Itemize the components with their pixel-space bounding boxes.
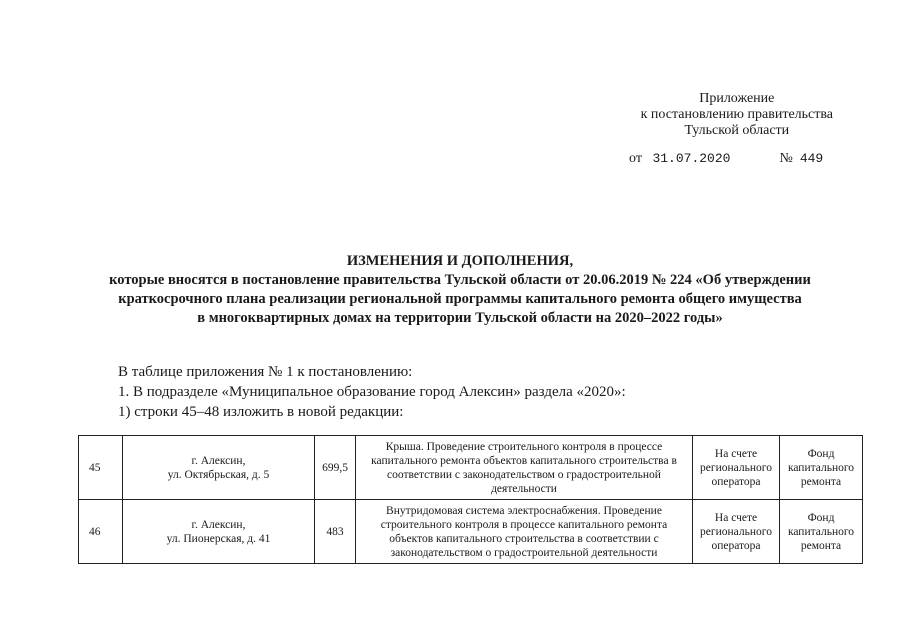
- area-cell: 483: [315, 500, 356, 564]
- intro-paragraph: 1) строки 45–48 изложить в новой редакции:: [118, 404, 404, 420]
- document-title: [60, 252, 860, 328]
- address-city: г. Алексин,: [191, 518, 246, 531]
- address-cell: [123, 436, 315, 500]
- account-cell: На счете регионального оператора: [693, 500, 780, 564]
- appendix-line: к постановлению правительства: [640, 107, 833, 122]
- intro-text: [118, 362, 626, 422]
- appendix-line: Тульской области: [684, 123, 790, 138]
- document-date-number: [629, 151, 823, 167]
- number-label: №: [779, 151, 793, 166]
- account-cell: На счете регионального оператора: [693, 436, 780, 500]
- appendix-title: Приложение: [699, 91, 775, 106]
- title-line: ИЗМЕНЕНИЯ И ДОПОЛНЕНИЯ,: [346, 253, 574, 269]
- fund-cell: Фонд капитального ремонта: [780, 436, 863, 500]
- intro-paragraph: 1. В подразделе «Муниципальное образование город Алексин» раздела «2020»:: [118, 384, 626, 400]
- title-line: в многоквартирных домах на территории Тульской области на 2020–2022 годы»: [197, 310, 723, 326]
- changes-table: [78, 435, 863, 564]
- address-street: ул. Октябрьская, д. 5: [167, 468, 270, 481]
- title-line: которые вносятся в постановление правительства Тульской области от 20.06.2019 № 224 «Об утверждении: [109, 272, 811, 288]
- work-cell: Крыша. Проведение строительного контроля в процессе капитального ремонта объектов капитального строительства в соответствии с законодательством о градостроительной деятельности: [356, 436, 693, 500]
- appendix-header: [641, 91, 833, 139]
- row-number: 46: [79, 500, 123, 564]
- area-cell: 699,5: [315, 436, 356, 500]
- address-city: г. Алексин,: [191, 454, 246, 467]
- from-label: от: [629, 151, 642, 166]
- document-number: 449: [799, 151, 824, 166]
- document-date: 31.07.2020: [652, 151, 731, 166]
- intro-paragraph: В таблице приложения № 1 к постановлению:: [118, 364, 413, 380]
- address-street: ул. Пионерская, д. 41: [166, 532, 271, 545]
- address-cell: [123, 500, 315, 564]
- row-number: 45: [79, 436, 123, 500]
- table-row: [79, 436, 863, 500]
- work-cell: Внутридомовая система электроснабжения. Проведение строительного контроля в процессе капитального ремонта объектов капитального строительства в соответствии с законодательством о градостроительной деятельности: [356, 500, 693, 564]
- title-line: краткосрочного плана реализации региональной программы капитального ремонта общего имущества: [118, 291, 802, 307]
- fund-cell: Фонд капитального ремонта: [780, 500, 863, 564]
- table-row: [79, 500, 863, 564]
